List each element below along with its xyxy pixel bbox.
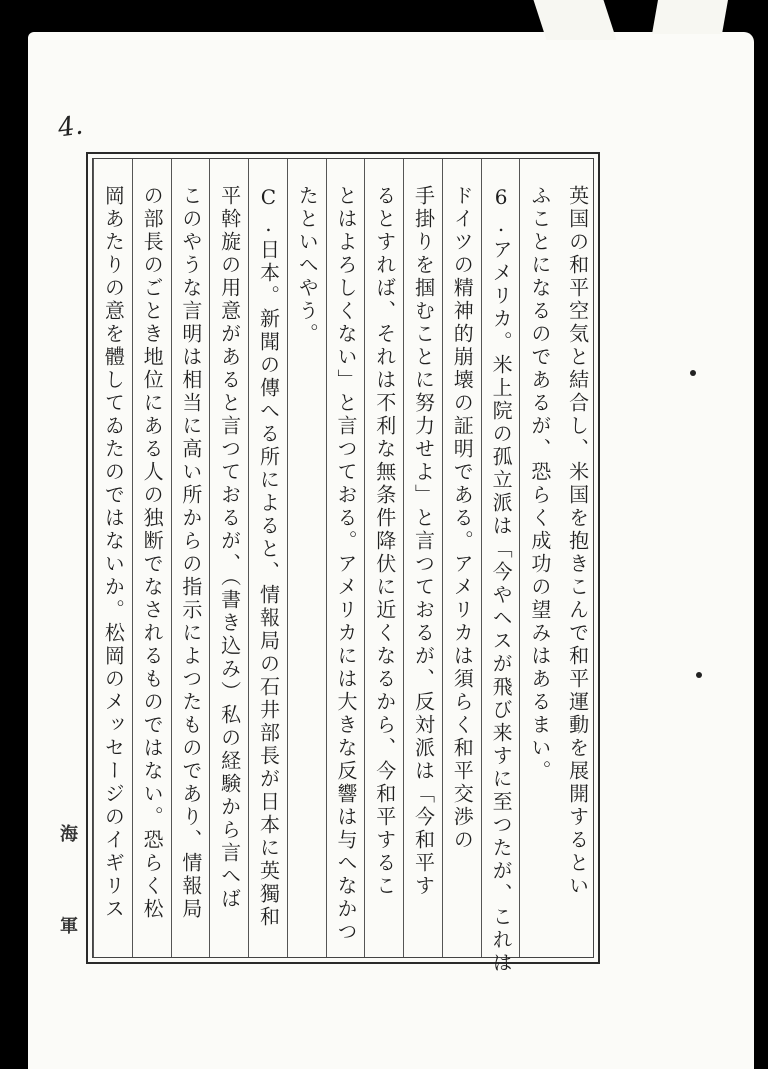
page-number: 4.: [56, 110, 85, 144]
manuscript-frame: [86, 152, 600, 975]
manuscript-column: [287, 159, 327, 957]
column-text: の部長のごとき地位にある人の独断でなされるものではない。恐らく松: [140, 185, 165, 921]
side-mark: 海: [60, 824, 78, 845]
column-text: るとすれば、それは不利な無条件降伏に近くなるから、今和平するこ: [372, 185, 397, 898]
ink-speck: [696, 672, 702, 678]
ink-speck: [690, 370, 696, 376]
column-text: 平斡旋の用意があると言つておるが、（書き込み）私の経験から言へば: [217, 185, 242, 911]
manuscript-grid: [92, 158, 594, 975]
torn-paper-edge: [652, 0, 728, 34]
manuscript-column: [248, 159, 288, 957]
manuscript-column: [326, 159, 366, 957]
manuscript-column: [442, 159, 482, 957]
column-text: このやうな言明は相当に高い所からの指示によつたものであり、情報局: [178, 185, 203, 921]
manuscript-column: [403, 159, 443, 957]
column-text: たといへやう。: [295, 185, 320, 346]
manuscript-column: [132, 159, 172, 957]
column-text: C.日本。新聞の傳へる所によると、情報局の石井部長が日本に英獨和: [256, 185, 281, 929]
manuscript-column: [171, 159, 211, 957]
column-text: ふことになるのであるが、恐らく成功の望みはあるまい。: [527, 185, 552, 783]
manuscript-column: [558, 159, 597, 957]
side-mark: 軍: [60, 916, 78, 937]
manuscript-column: [364, 159, 404, 957]
torn-paper-edge: [534, 0, 617, 40]
manuscript-column: [93, 159, 133, 957]
column-text: 手掛りを掴むことに努力せよ」と言つておるが、反対派は「今和平す: [411, 185, 436, 898]
column-text: とはよろしくない」と言つておる。アメリカには大きな反響は与へなかつ: [333, 185, 358, 944]
manuscript-column: [519, 159, 559, 957]
column-text: ドイツの精神的崩壊の証明である。アメリカは須らく和平交渉の: [450, 185, 475, 852]
column-text: 6.アメリカ。米上院の孤立派は「今やヘスが飛び来すに至つたが、これは: [489, 185, 514, 975]
column-text: 英国の和平空気と結合し、米国を抱きこんで和平運動を展開するとい: [565, 185, 590, 898]
column-text: 岡あたりの意を體してゐたのではないか。松岡のメッセージのイギリス: [101, 185, 126, 921]
manuscript-column: [481, 159, 521, 975]
manuscript-column: [209, 159, 249, 957]
